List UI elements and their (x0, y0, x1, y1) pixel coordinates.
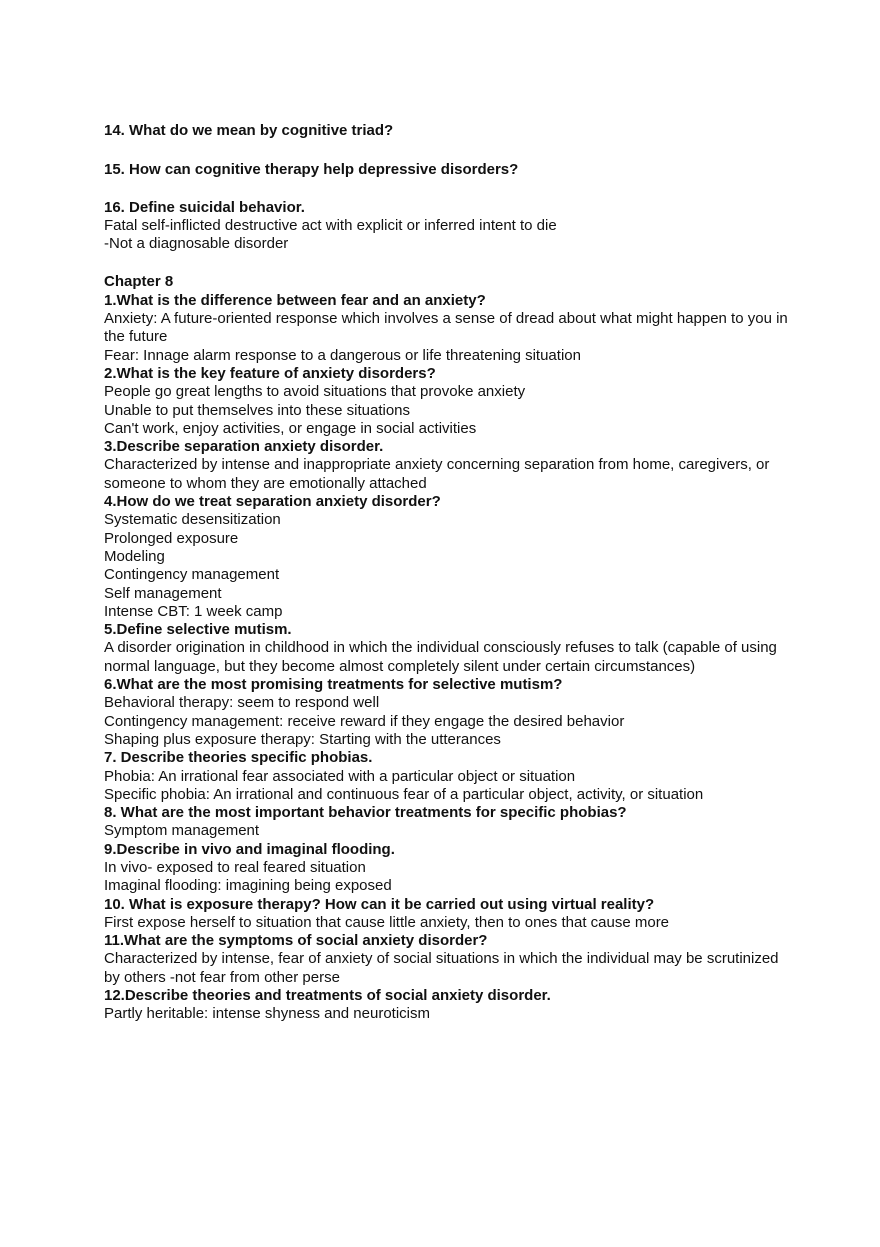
document-page (104, 122, 794, 1024)
answer-line: Fear: Innage alarm response to a dangerous or life threatening situation (104, 346, 581, 364)
question-9: 9.Describe in vivo and imaginal flooding. (104, 840, 395, 858)
answer-line: Unable to put themselves into these situations (104, 401, 411, 419)
question-11: 11.What are the symptoms of social anxiety disorder? (104, 932, 488, 950)
answer-line: Self management (104, 584, 222, 602)
question-6: 6.What are the most promising treatments for selective mutism? (104, 676, 563, 694)
answer-line: Specific phobia: An irrational and continuous fear of a particular object, activity, or situation (104, 785, 704, 803)
chapter-title: Chapter 8 (104, 273, 174, 291)
answer-line: Fatal self-inflicted destructive act with explicit or inferred intent to die (104, 216, 557, 234)
question-10: 10. What is exposure therapy? How can it be carried out using virtual reality? (104, 895, 655, 913)
answer-line: A disorder origination in childhood in which the individual consciously refuses to talk (capable of using normal language, but they become almost completely silent under certain circumstances) (104, 639, 777, 675)
answer-line: Intense CBT: 1 week camp (104, 602, 283, 620)
question-15: 15. How can cognitive therapy help depressive disorders? (104, 161, 519, 179)
answer-line: Characterized by intense, fear of anxiety of social situations in which the individual may be scrutinized by others -not fear from other perse (104, 950, 779, 986)
answer-line: Shaping plus exposure therapy: Starting with the utterances (104, 730, 501, 748)
answer-line: Symptom management (104, 822, 260, 840)
answer-line: Can't work, enjoy activities, or engage in social activities (104, 419, 477, 437)
question-8: 8. What are the most important behavior treatments for specific phobias? (104, 804, 627, 822)
answer-line: -Not a diagnosable disorder (104, 235, 289, 253)
chapter-8-section (104, 273, 794, 1023)
question-16: 16. Define suicidal behavior. (104, 198, 305, 216)
answer-line: Behavioral therapy: seem to respond well (104, 694, 380, 712)
question-14: 14. What do we mean by cognitive triad? (104, 122, 394, 139)
answer-line: First expose herself to situation that cause little anxiety, then to ones that cause more (104, 913, 670, 931)
question-12: 12.Describe theories and treatments of social anxiety disorder. (104, 987, 551, 1005)
answer-line: Imaginal flooding: imagining being exposed (104, 877, 392, 895)
question-5: 5.Define selective mutism. (104, 621, 292, 639)
answer-line: Contingency management (104, 566, 280, 584)
answer-line: Phobia: An irrational fear associated with a particular object or situation (104, 767, 576, 785)
question-2: 2.What is the key feature of anxiety disorders? (104, 364, 436, 382)
answer-line: Modeling (104, 547, 165, 565)
question-3: 3.Describe separation anxiety disorder. (104, 438, 384, 456)
answer-line: In vivo- exposed to real feared situation (104, 858, 366, 876)
answer-line: Partly heritable: intense shyness and neuroticism (104, 1005, 431, 1023)
question-1: 1.What is the difference between fear and an anxiety? (104, 291, 486, 309)
answer-line: People go great lengths to avoid situations that provoke anxiety (104, 383, 526, 401)
question-4: 4.How do we treat separation anxiety disorder? (104, 493, 441, 511)
answer-line: Anxiety: A future-oriented response which involves a sense of dread about what might happen to you in the future (104, 310, 788, 346)
question-16-block (104, 199, 794, 254)
question-7: 7. Describe theories specific phobias. (104, 749, 373, 767)
answer-line: Prolonged exposure (104, 529, 239, 547)
answer-line: Systematic desensitization (104, 511, 281, 529)
answer-line: Contingency management: receive reward if they engage the desired behavior (104, 712, 625, 730)
answer-line: Characterized by intense and inappropriate anxiety concerning separation from home, caregivers, or someone to whom they are emotionally attached (104, 456, 770, 492)
